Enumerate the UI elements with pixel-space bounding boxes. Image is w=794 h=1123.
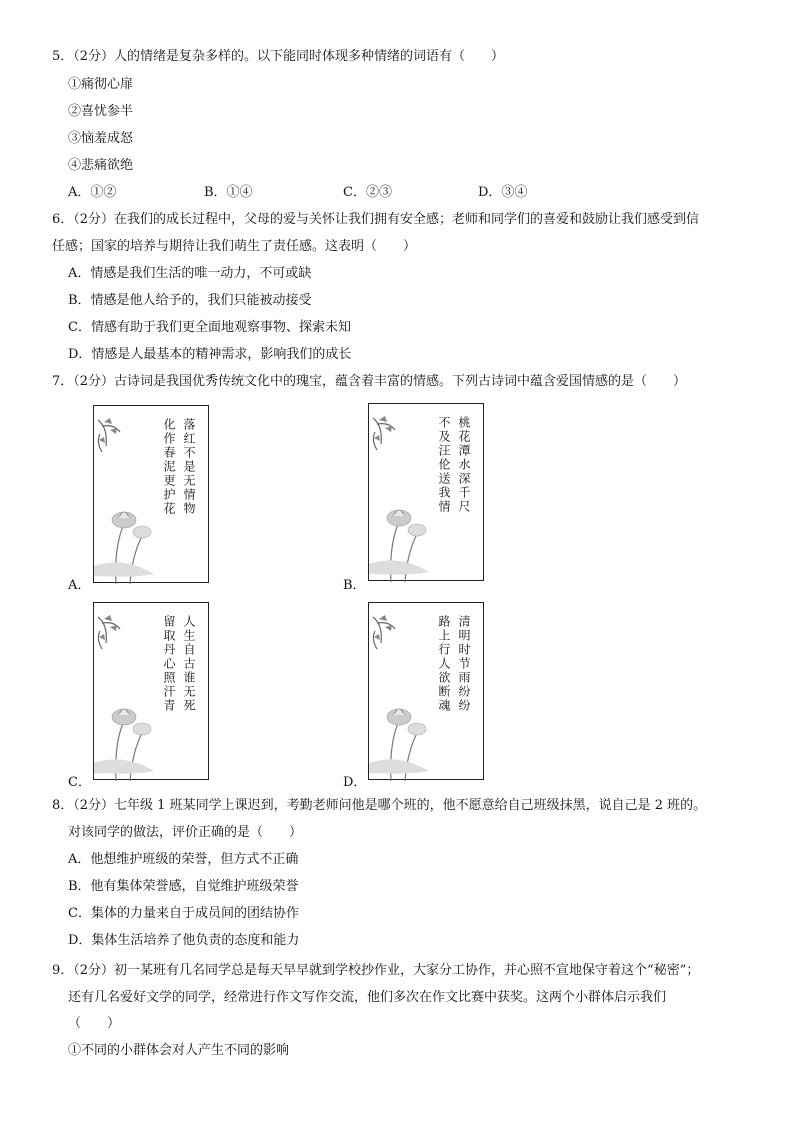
q9-stem-line3: （ ） xyxy=(68,1016,121,1031)
q6-option-b: B．情感是他人给予的，我们只能被动接受 xyxy=(68,293,312,308)
q8-option-b: B．他有集体荣誉感，自觉维护班级荣誉 xyxy=(68,879,299,894)
q7-option-b-image xyxy=(368,403,484,581)
poem-line: 化作春泥更护花 xyxy=(162,418,176,516)
q7-option-b-label: B． xyxy=(343,578,366,593)
q5-option-d: D．③④ xyxy=(478,185,528,200)
poem-line: 人生自古谁无死 xyxy=(182,615,196,713)
q5-option-c: C．②③ xyxy=(343,185,392,200)
q6-option-c: C．情感有助于我们更全面地观察事物、探索未知 xyxy=(68,320,351,335)
q5-stem: 5．（2分）人的情绪是复杂多样的。以下能同时体现多种情绪的词语有（ ） xyxy=(52,49,505,64)
q7-option-a-image xyxy=(93,405,209,583)
q6-option-d: D．情感是人最基本的精神需求，影响我们的成长 xyxy=(68,347,352,362)
q7-option-d-poem xyxy=(437,615,470,713)
poem-line: 留取丹心照汗青 xyxy=(162,615,176,713)
q9-stem-line1: 9．（2分）初一某班有几名同学总是每天早早就到学校抄作业，大家分工协作，并心照不宣地保守着这个“秘密”； xyxy=(52,963,700,978)
poem-line: 桃花潭水深千尺 xyxy=(457,416,471,514)
q5-option-b: B．①④ xyxy=(204,185,253,200)
q9-item-1: ①不同的小群体会对人产生不同的影响 xyxy=(68,1043,290,1058)
q8-option-c: C．集体的力量来自于成员间的团结协作 xyxy=(68,906,299,921)
q8-stem-line1: 8．（2分）七年级 1 班某同学上课迟到，考勤老师问他是哪个班的，他不愿意给自己班级抹黑，说自己是 2 班的。 xyxy=(52,798,707,813)
q5-item-2: ②喜忧参半 xyxy=(68,104,134,119)
q7-option-c-label: C． xyxy=(68,775,91,790)
q5-option-a: A．①② xyxy=(68,185,117,200)
q5-item-3: ③恼羞成怒 xyxy=(68,131,134,146)
q7-option-a-poem xyxy=(162,418,195,516)
q7-option-c-poem xyxy=(162,615,195,713)
q7-option-d-label: D． xyxy=(343,775,367,790)
q7-option-a-label: A． xyxy=(68,578,91,593)
poem-line: 路上行人欲断魂 xyxy=(437,615,451,713)
q8-option-a: A．他想维护班级的荣誉，但方式不正确 xyxy=(68,852,299,867)
poem-line: 落红不是无情物 xyxy=(182,418,196,516)
q6-stem-line2: 任感；国家的培养与期待让我们萌生了责任感。这表明（ ） xyxy=(52,239,417,254)
q7-stem: 7．（2分）古诗词是我国优秀传统文化中的瑰宝，蕴含着丰富的情感。下列古诗词中蕴含爱国情感的是（ ） xyxy=(52,374,687,389)
q5-item-4: ④悲痛欲绝 xyxy=(68,158,134,173)
poem-line: 清明时节雨纷纷 xyxy=(457,615,471,713)
q7-option-d-image xyxy=(368,602,484,780)
q9-stem-line2: 还有几名爱好文学的同学，经常进行作文写作交流，他们多次在作文比赛中获奖。这两个小群体启示我们 xyxy=(68,990,667,1005)
poem-line: 不及汪伦送我情 xyxy=(437,416,451,514)
q7-option-b-poem xyxy=(437,416,470,514)
q5-item-1: ①痛彻心扉 xyxy=(68,77,134,92)
q8-option-d: D．集体生活培养了他负责的态度和能力 xyxy=(68,933,300,948)
q8-stem-line2: 对该同学的做法，评价正确的是（ ） xyxy=(68,825,303,840)
q6-stem-line1: 6．（2分）在我们的成长过程中，父母的爱与关怀让我们拥有安全感；老师和同学们的喜爱和鼓励让我们感受到信 xyxy=(52,212,700,227)
q7-option-c-image xyxy=(93,602,209,780)
q6-option-a: A．情感是我们生活的唯一动力，不可或缺 xyxy=(68,266,312,281)
